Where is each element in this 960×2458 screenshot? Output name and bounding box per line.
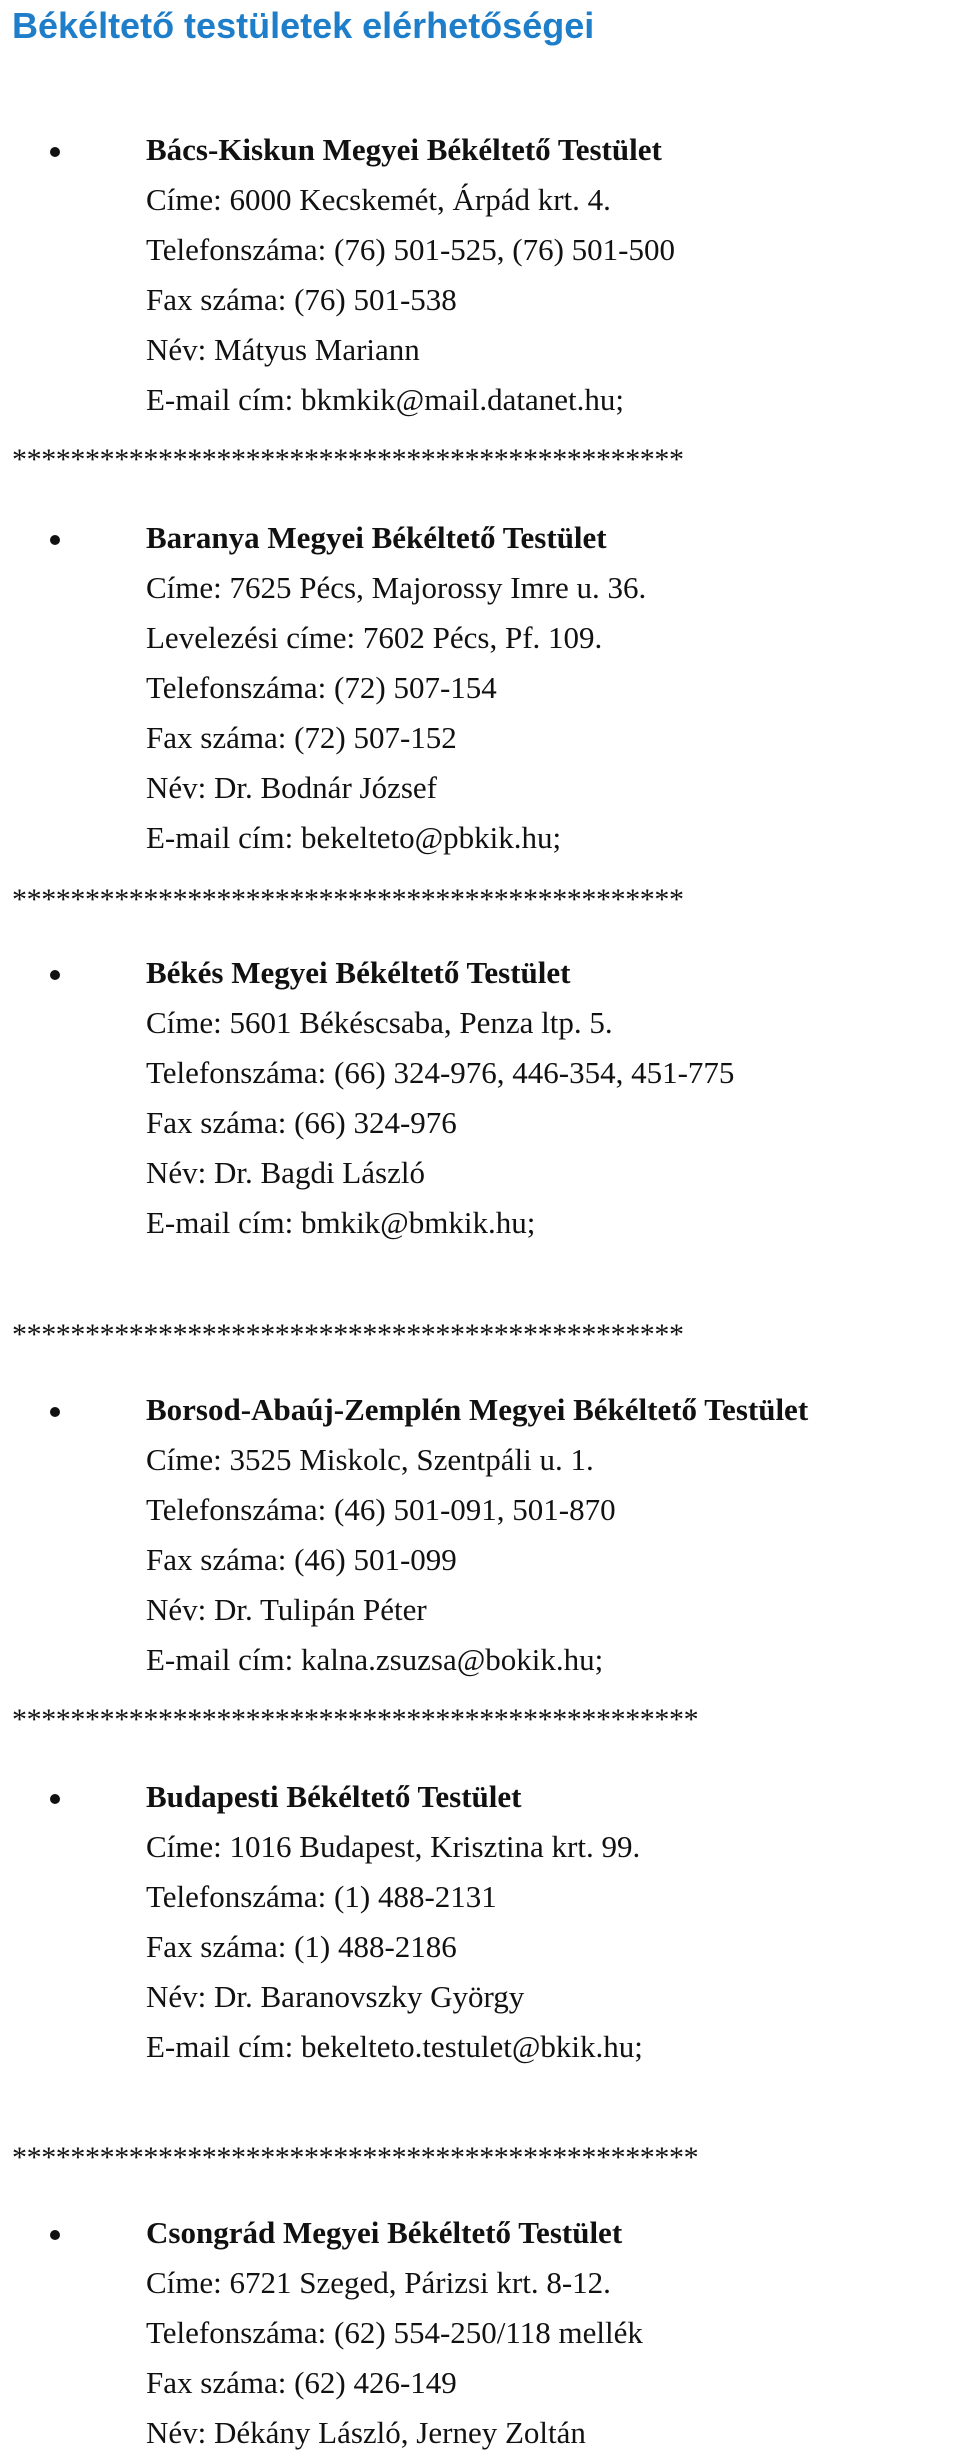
- entry-address: Címe: 7625 Pécs, Majorossy Imre u. 36.: [146, 570, 647, 605]
- entry-fax: Fax száma: (72) 507-152: [146, 720, 457, 755]
- entry-email: E-mail cím: bekelteto.testulet@bkik.hu;: [146, 2029, 643, 2064]
- entry-name: Bács-Kiskun Megyei Békéltető Testület: [146, 132, 662, 167]
- separator: **********************************************: [12, 1318, 684, 1351]
- entry-lines: [146, 1385, 808, 1685]
- bullet-icon: [50, 2230, 60, 2240]
- separator: **********************************************: [12, 883, 684, 916]
- entry-name: Békés Megyei Békéltető Testület: [146, 955, 571, 990]
- entry-fax: Fax száma: (1) 488-2186: [146, 1929, 457, 1964]
- entry-name: Baranya Megyei Békéltető Testület: [146, 520, 607, 555]
- entry-name: Borsod-Abaúj-Zemplén Megyei Békéltető Testület: [146, 1392, 809, 1427]
- entry-fax: Fax száma: (66) 324-976: [146, 1105, 457, 1140]
- entry-phone: Telefonszáma: (46) 501-091, 501-870: [146, 1492, 616, 1527]
- entry-address: Címe: 5601 Békéscsaba, Penza ltp. 5.: [146, 1005, 613, 1040]
- entry-fax: Fax száma: (76) 501-538: [146, 282, 457, 317]
- entry-phone: Telefonszáma: (72) 507-154: [146, 670, 497, 705]
- entry-fax: Fax száma: (46) 501-099: [146, 1542, 457, 1577]
- entry-contact-name: Név: Dr. Bagdi László: [146, 1155, 425, 1190]
- entry-address: Címe: 6721 Szeged, Párizsi krt. 8-12.: [146, 2265, 611, 2300]
- entry-lines: [146, 125, 675, 425]
- entry-lines: [146, 513, 646, 863]
- entry-contact-name: Név: Dr. Bodnár József: [146, 770, 437, 805]
- entry-postal-address: Levelezési címe: 7602 Pécs, Pf. 109.: [146, 620, 603, 655]
- entry-email: E-mail cím: bkmkik@mail.datanet.hu;: [146, 382, 624, 417]
- entry-email: E-mail cím: bmkik@bmkik.hu;: [146, 1205, 536, 1240]
- entry-phone: Telefonszáma: (66) 324-976, 446-354, 451-775: [146, 1055, 735, 1090]
- page-title: Békéltető testületek elérhetőségei: [12, 5, 595, 46]
- bullet-icon: [50, 1794, 60, 1804]
- bullet-icon: [50, 1407, 60, 1417]
- entry-phone: Telefonszáma: (1) 488-2131: [146, 1879, 497, 1914]
- entry-fax: Fax száma: (62) 426-149: [146, 2365, 457, 2400]
- entry-name: Budapesti Békéltető Testület: [146, 1779, 522, 1814]
- separator: ***********************************************: [12, 1703, 699, 1736]
- entry-lines: [146, 1772, 643, 2072]
- entry-contact-name: Név: Mátyus Mariann: [146, 332, 420, 367]
- entry-lines: [146, 2208, 643, 2458]
- bullet-icon: [50, 535, 60, 545]
- entry-phone: Telefonszáma: (62) 554-250/118 mellék: [146, 2315, 643, 2350]
- entry-email: E-mail cím: bekelteto@pbkik.hu;: [146, 820, 562, 855]
- separator: ***********************************************: [12, 2141, 699, 2174]
- entry-address: Címe: 3525 Miskolc, Szentpáli u. 1.: [146, 1442, 594, 1477]
- bullet-icon: [50, 147, 60, 157]
- bullet-icon: [50, 970, 60, 980]
- separator: **********************************************: [12, 443, 684, 476]
- entry-address: Címe: 1016 Budapest, Krisztina krt. 99.: [146, 1829, 641, 1864]
- entry-name: Csongrád Megyei Békéltető Testület: [146, 2215, 623, 2250]
- entry-contact-name: Név: Dr. Tulipán Péter: [146, 1592, 427, 1627]
- entry-email: E-mail cím: kalna.zsuzsa@bokik.hu;: [146, 1642, 604, 1677]
- entry-contact-name: Név: Dékány László, Jerney Zoltán: [146, 2415, 586, 2450]
- entry-contact-name: Név: Dr. Baranovszky György: [146, 1979, 525, 2014]
- entry-phone: Telefonszáma: (76) 501-525, (76) 501-500: [146, 232, 675, 267]
- entry-lines: [146, 948, 734, 1248]
- entry-address: Címe: 6000 Kecskemét, Árpád krt. 4.: [146, 182, 611, 217]
